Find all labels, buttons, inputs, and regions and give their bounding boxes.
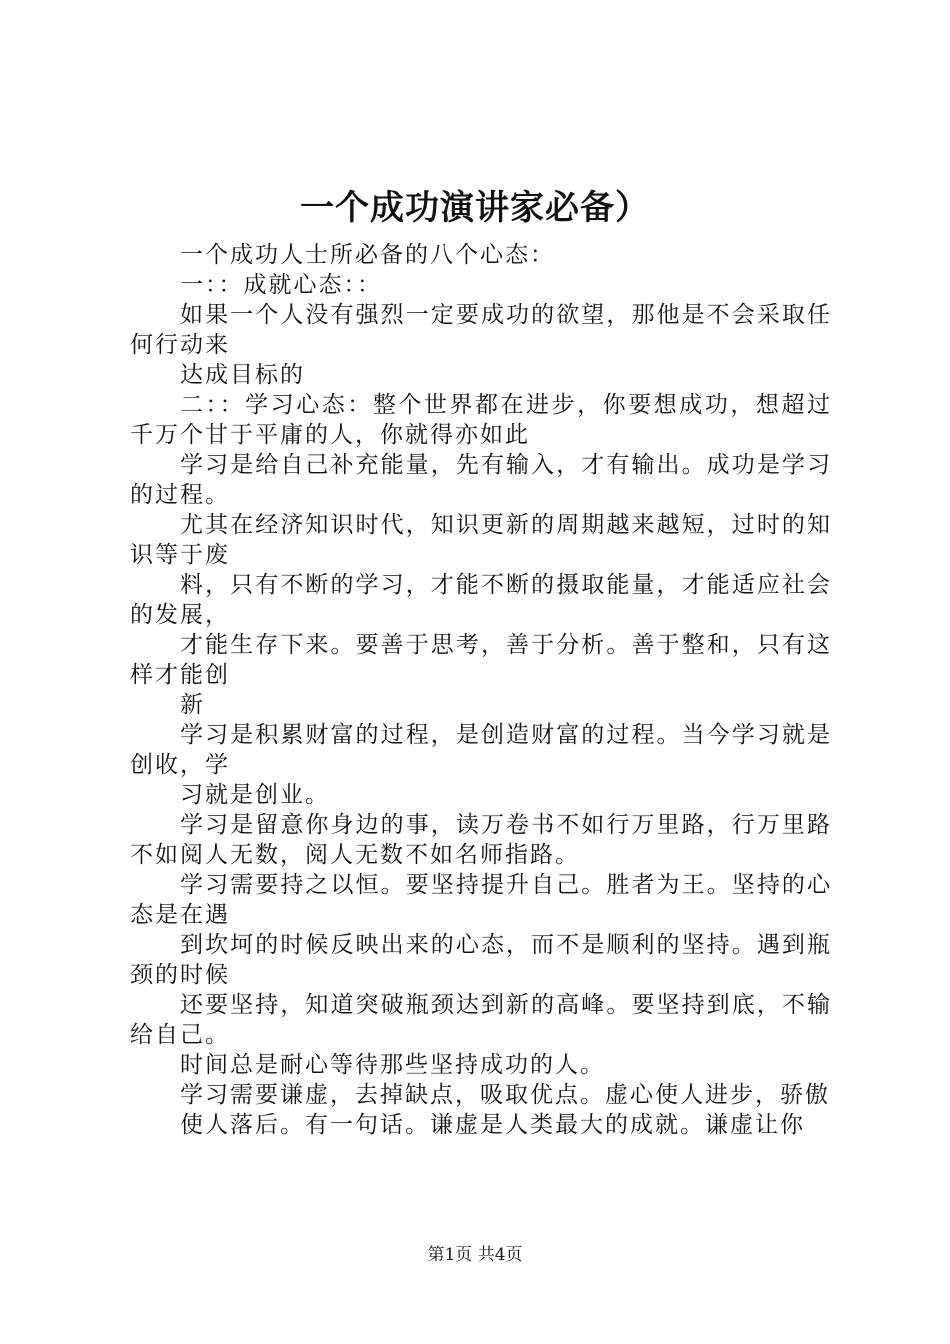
paragraph: 学习是积累财富的过程，是创造财富的过程。当今学习就是创收，学 bbox=[130, 722, 832, 778]
paragraph: 一：：成就心态：： bbox=[180, 272, 382, 298]
paragraph: 尤其在经济知识时代，知识更新的周期越来越短，过时的知识等于废 bbox=[130, 512, 832, 568]
paragraph: 学习需要谦虚，去掉缺点，吸取优点。虚心使人进步，骄傲 bbox=[180, 1082, 830, 1108]
paragraph: 习就是创业。 bbox=[180, 782, 330, 808]
paragraph: 使人落后。有一句话。谦虚是人类最大的成就。谦虚让你 bbox=[180, 1112, 805, 1138]
paragraph: 二：：学习心态：整个世界都在进步，你要想成功，想超过千万个甘于平庸的人，你就得亦如此 bbox=[130, 392, 832, 448]
paragraph: 达成目标的 bbox=[180, 362, 305, 388]
paragraph: 到坎坷的时候反映出来的心态，而不是顺利的坚持。遇到瓶颈的时候 bbox=[130, 932, 832, 988]
paragraph: 一个成功人士所必备的八个心态： bbox=[180, 242, 555, 268]
page-number-footer: 第1页 共4页 bbox=[427, 1245, 523, 1265]
paragraph: 时间总是耐心等待那些坚持成功的人。 bbox=[180, 1052, 605, 1078]
paragraph: 学习需要持之以恒。要坚持提升自己。胜者为王。坚持的心态是在遇 bbox=[130, 872, 832, 928]
document-body bbox=[130, 240, 832, 1140]
paragraph: 才能生存下来。要善于思考，善于分析。善于整和，只有这样才能创 bbox=[130, 632, 832, 688]
paragraph: 学习是留意你身边的事，读万卷书不如行万里路，行万里路不如阅人无数，阅人无数不如名师指路。 bbox=[130, 812, 832, 868]
document-title: 一个成功演讲家必备） bbox=[300, 188, 650, 228]
paragraph: 学习是给自己补充能量，先有输入，才有输出。成功是学习的过程。 bbox=[130, 452, 832, 508]
paragraph: 新 bbox=[180, 692, 205, 718]
paragraph: 还要坚持，知道突破瓶颈达到新的高峰。要坚持到底，不输给自己。 bbox=[130, 992, 832, 1048]
paragraph: 如果一个人没有强烈一定要成功的欲望，那他是不会采取任何行动来 bbox=[130, 302, 832, 358]
paragraph: 料，只有不断的学习，才能不断的摄取能量，才能适应社会的发展， bbox=[130, 572, 832, 628]
